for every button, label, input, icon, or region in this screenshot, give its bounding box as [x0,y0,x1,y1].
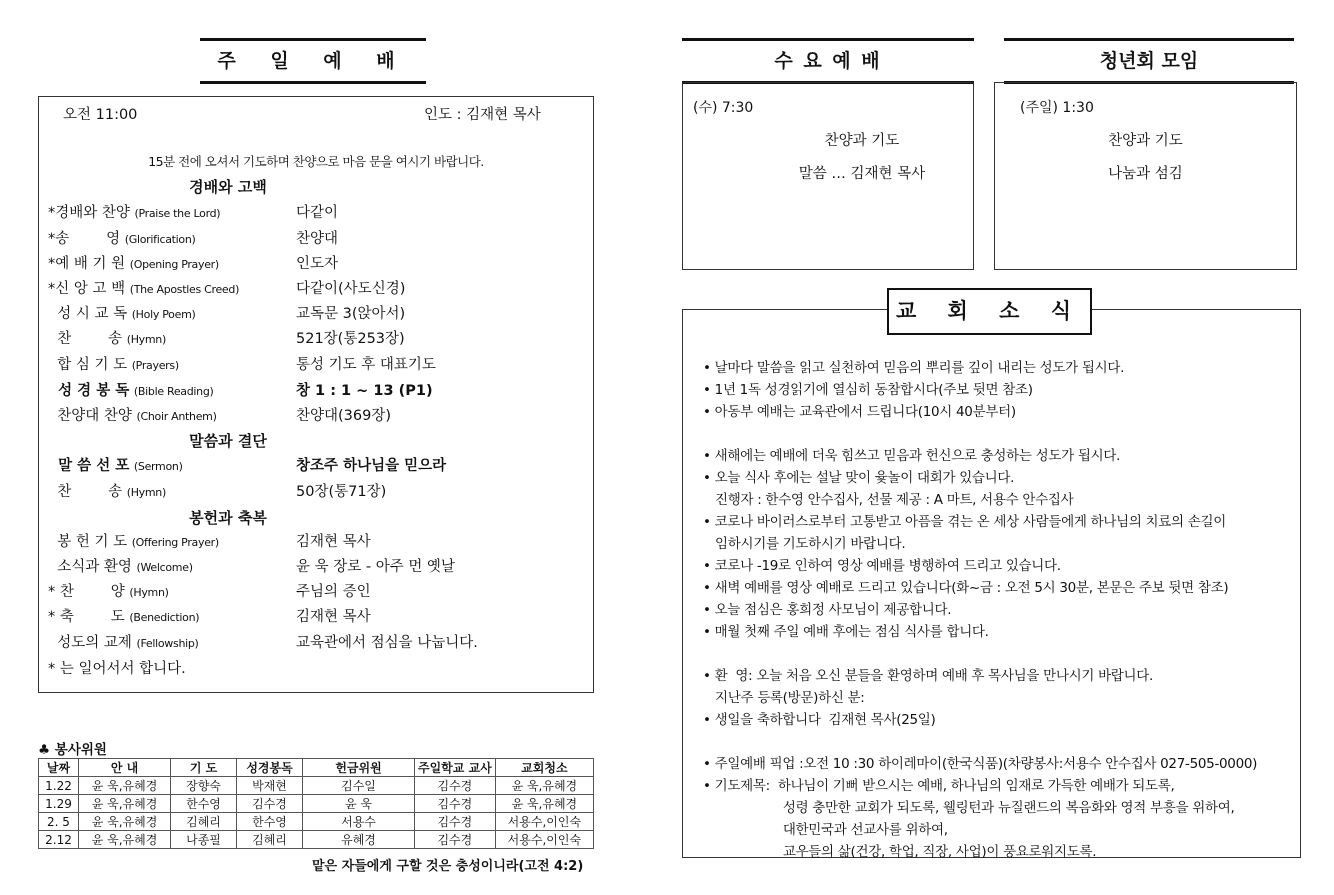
order-item-english: (Hymn) [129,586,169,599]
order-item [48,278,405,300]
cell-offering: 김수일 [303,777,415,795]
order-item [48,481,386,503]
order-item [48,405,391,427]
cell-prayer: 김혜리 [171,813,237,831]
cell-cleaning: 윤 욱,유혜경 [495,795,593,813]
cell-usher: 윤 욱,유혜경 [79,813,171,831]
wednesday-line2: 말씀 … 김재현 목사 [798,166,926,182]
news-item: • 아동부 예배는 교육관에서 드립니다(10시 40분부터) [703,404,1016,420]
cell-date: 2. 5 [39,813,79,831]
news-title: 교 회 소 식 [887,288,1092,335]
news-item: 지난주 등록(방문)하신 분: [703,690,865,706]
cell-usher: 윤 욱,유혜경 [79,777,171,795]
volunteers-table [38,758,594,849]
order-item-korean: 소식과 환영 [48,559,132,575]
order-item-value: 통성 기도 후 대표기도 [296,357,436,373]
order-item [48,632,478,654]
table-row [39,831,594,849]
cell-offering: 서용수 [303,813,415,831]
col-reading: 성경봉독 [237,759,303,777]
service-leader: 인도 : 김재현 목사 [424,107,541,123]
order-item-korean: 찬양대 찬양 [48,408,132,424]
news-item: 임하시기를 기도하시기 바랍니다. [703,536,906,552]
order-item-label [48,606,296,629]
order-item-english: (Praise the Lord) [134,207,221,220]
order-item [48,228,338,250]
order-item-value: 김재현 목사 [296,534,371,550]
cell-reading: 김수경 [237,795,303,813]
order-item [48,354,436,376]
order-item-value: 김재현 목사 [296,609,371,625]
news-item: • 오늘 점심은 홍희정 사모님이 제공합니다. [703,602,952,618]
cell-prayer: 한수영 [171,795,237,813]
news-item: 대한민국과 선교사를 위하여, [703,822,948,838]
news-item: 진행자 : 한수영 안수집사, 선물 제공 : A 마트, 서용수 안수집사 [703,492,1074,508]
order-item-english: (Choir Anthem) [136,410,217,423]
order-item-english: (Holy Poem) [131,308,196,321]
section-heading-worship: 경배와 고백 [189,178,267,196]
cell-prayer: 장향숙 [171,777,237,795]
order-item-label [48,632,296,655]
order-item [48,380,433,402]
order-item-korean: *예 배 기 원 [48,256,126,272]
news-item: • 코로나 -19로 인하여 영상 예배를 병행하여 드리고 있습니다. [703,558,1061,574]
youth-title: 청년회 모임 [1004,38,1294,84]
order-item-label [48,380,296,403]
cell-teacher: 김수경 [415,813,496,831]
order-item-value: 창 1 : 1 ~ 13 (P1) [296,383,433,399]
table-row [39,813,594,831]
cell-cleaning: 서용수,이인숙 [495,813,593,831]
cell-reading: 박재현 [237,777,303,795]
order-item-label [48,556,296,579]
wednesday-line1: 찬양과 기도 [824,133,900,149]
volunteers-title: ♣ 봉사위원 [38,742,107,758]
order-item-english: (Opening Prayer) [129,258,219,271]
order-item [48,328,405,350]
service-notice: 15분 전에 오셔서 기도하며 찬양으로 마음 문을 여시기 바랍니다. [148,154,484,169]
table-row [39,795,594,813]
wednesday-time: (수) 7:30 [693,100,754,116]
news-item: • 코로나 바이러스로부터 고통받고 아픔을 겪는 온 세상 사람들에게 하나님의 치료의 손길이 [703,514,1226,530]
order-item-value: 윤 욱 장로 - 아주 먼 옛날 [296,559,455,575]
order-item [48,303,405,325]
news-item: • 주일예배 픽업 :오전 10 :30 하이레마이(한국식품)(차량봉사:서용수 안수집사 027-505-0000) [703,756,1258,772]
cell-teacher: 김수경 [415,795,496,813]
order-item-english: (Fellowship) [136,637,199,650]
col-offering: 헌금위원 [303,759,415,777]
news-item: • 날마다 말씀을 읽고 실천하여 믿음의 뿌리를 깊이 내리는 성도가 됩시다. [703,360,1125,376]
cell-teacher: 김수경 [415,777,496,795]
youth-time: (주일) 1:30 [1020,100,1094,116]
order-item-korean: *신 앙 고 백 [48,281,126,297]
order-item-value: 창조주 하나님을 믿으라 [296,458,447,474]
cell-teacher: 김수경 [415,831,496,849]
order-item-label [48,278,296,301]
order-item-korean: * 찬 양 [48,584,125,600]
order-item [48,606,371,628]
cell-offering: 윤 욱 [303,795,415,813]
order-item-label [48,531,296,554]
order-item-english: (Glorification) [124,233,196,246]
order-item-value: 50장(통71장) [296,484,387,500]
sunday-service-title: 주 일 예 배 [200,38,426,84]
youth-line2: 나눔과 섬김 [1108,166,1183,182]
order-item-label [48,328,296,351]
order-item-label [48,581,296,604]
order-item-label [48,481,296,504]
service-time: 오전 11:00 [63,107,138,123]
col-usher: 안 내 [79,759,171,777]
order-item-korean: 성 경 봉 독 [48,383,130,399]
news-item: • 기도제목: 하나님이 기뻐 받으시는 예배, 하나님의 임재로 가득한 예배가 되도록, [703,778,1175,794]
order-item-value: 521장(통253장) [296,331,405,347]
col-prayer: 기 도 [171,759,237,777]
cell-prayer: 나종필 [171,831,237,849]
order-item-korean: 찬 송 [48,331,123,347]
news-item: • 매월 첫째 주일 예배 후에는 점심 식사를 합니다. [703,624,989,640]
order-item-english: (Sermon) [133,460,183,473]
order-item-english: (Bible Reading) [133,385,214,398]
order-item-label [48,303,296,326]
news-item: • 새해에는 예배에 더욱 힘쓰고 믿음과 헌신으로 충성하는 성도가 됩시다. [703,448,1121,464]
order-item-label [48,228,296,251]
table-header-row [39,759,594,777]
order-item-value: 주님의 증인 [296,584,371,600]
order-item-korean: * 축 도 [48,609,125,625]
cell-date: 1.22 [39,777,79,795]
order-item [48,556,455,578]
cell-usher: 윤 욱,유혜경 [79,795,171,813]
cell-date: 1.29 [39,795,79,813]
order-item-label [48,202,296,225]
wednesday-title: 수 요 예 배 [682,38,974,84]
cell-cleaning: 윤 욱,유혜경 [495,777,593,795]
section-heading-offering: 봉헌과 축복 [189,509,267,527]
col-teacher: 주일학교 교사 [415,759,496,777]
closing-verse: 맡은 자들에게 구할 것은 충성이니라(고전 4:2) [312,859,584,874]
cell-cleaning: 서용수,이인숙 [495,831,593,849]
cell-usher: 윤 욱,유혜경 [79,831,171,849]
news-item: • 새벽 예배를 영상 예배로 드리고 있습니다(화~금 : 오전 5시 30분, 본문은 주보 뒷면 참조) [703,580,1229,596]
order-item-english: (Benediction) [129,611,200,624]
order-item [48,253,338,275]
cell-reading: 한수영 [237,813,303,831]
order-item [48,531,371,553]
order-item-label [48,405,296,428]
order-item-value: 찬양대(369장) [296,408,392,424]
order-item-label [48,354,296,377]
order-item-value: 인도자 [296,256,339,272]
news-item: • 오늘 식사 후에는 설날 맞이 윷놀이 대회가 있습니다. [703,470,1015,486]
order-item-english: (Offering Prayer) [131,536,219,549]
order-item-value: 다같이 [296,205,339,221]
order-item-english: (Hymn) [126,333,166,346]
order-item-label [48,253,296,276]
order-item-label [48,455,296,478]
section-heading-word: 말씀과 결단 [189,432,267,450]
order-item [48,455,446,477]
table-row [39,777,594,795]
order-item-english: (Hymn) [126,486,166,499]
col-cleaning: 교회청소 [495,759,593,777]
order-item-korean: 합 심 기 도 [48,357,128,373]
news-item: • 환 영: 오늘 처음 오신 분들을 환영하며 예배 후 목사님을 만나시기 바랍니다. [703,668,1154,684]
order-item [48,581,371,603]
cell-reading: 김혜리 [237,831,303,849]
order-item-korean: 말 씀 선 포 [48,458,130,474]
news-item: • 1년 1독 성경읽기에 열심히 동참합시다(주보 뒷면 참조) [703,382,1033,398]
news-item: 교우들의 삶(건강, 학업, 직장, 사업)이 풍요로워지도록. [703,844,1097,860]
order-item-value: 찬양대 [296,231,339,247]
order-item-korean: 봉 헌 기 도 [48,534,128,550]
news-item: 성령 충만한 교회가 되도록, 웰링턴과 뉴질랜드의 복음화와 영적 부흥을 위하여, [703,800,1235,816]
youth-line1: 찬양과 기도 [1108,133,1183,149]
standing-footnote: * 는 일어서서 합니다. [48,661,186,677]
col-date: 날짜 [39,759,79,777]
order-item-korean: *경배와 찬양 [48,205,130,221]
order-item-korean: 성 시 교 독 [48,306,128,322]
order-item-english: (The Apostles Creed) [129,283,240,296]
order-item-value: 교독문 3(앉아서) [296,306,406,322]
order-item-korean: 성도의 교제 [48,635,132,651]
order-item-english: (Prayers) [131,359,179,372]
order-item [48,202,338,224]
cell-date: 2.12 [39,831,79,849]
order-item-english: (Welcome) [136,561,193,574]
order-item-value: 다같이(사도신경) [296,281,406,297]
order-item-korean: 찬 송 [48,484,123,500]
news-item: • 생일을 축하합니다 김재현 목사(25일) [703,712,936,728]
order-item-korean: *송 영 [48,231,121,247]
cell-offering: 유혜경 [303,831,415,849]
order-item-value: 교육관에서 점심을 나눕니다. [296,635,478,651]
